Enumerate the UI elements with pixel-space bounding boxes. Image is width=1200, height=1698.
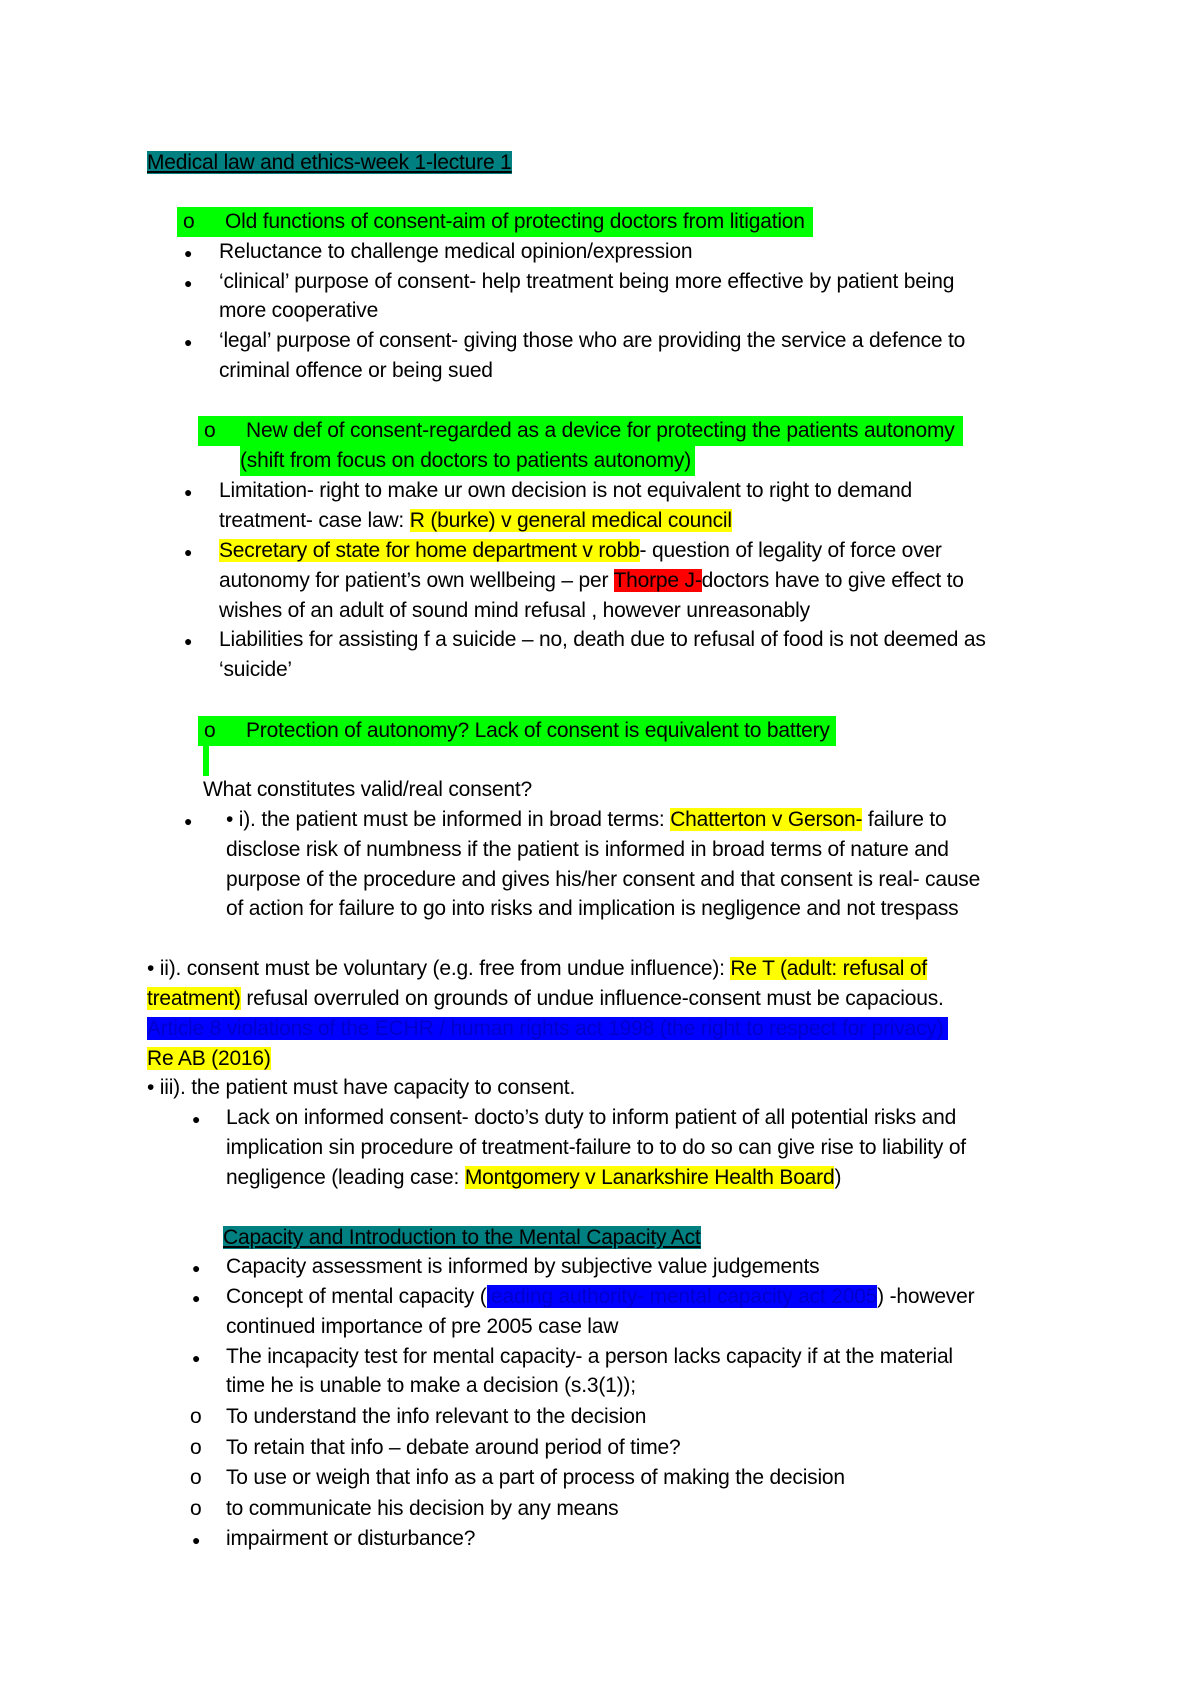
re-ab-line — [147, 1044, 271, 1074]
bullet-text-cont: implication sin procedure of treatment-failure to to do so can give rise to liability of — [226, 1136, 966, 1159]
bullet-text: Capacity assessment is informed by subjective value judgements — [226, 1255, 820, 1278]
section-text: New def of consent-regarded as a device for protecting the patients autonomy — [246, 419, 955, 442]
bullet-text-cont: criminal offence or being sued — [219, 359, 493, 382]
text-run: failure to — [862, 808, 947, 831]
sub-item: To retain that info – debate around period of time? — [226, 1436, 681, 1459]
bullet-text-cont: wishes of an adult of sound mind refusal , however unreasonably — [219, 599, 810, 622]
bullet-text: ‘legal’ purpose of consent- giving those who are providing the service a defence to — [219, 329, 966, 352]
bullet-icon: ● — [184, 245, 193, 261]
bullet-icon: ● — [192, 1350, 201, 1366]
bullet-text: Lack on informed consent- docto’s duty to inform patient of all potential risks and — [226, 1106, 957, 1129]
bullet-text: impairment or disturbance? — [226, 1527, 476, 1550]
case-highlight: Secretary of state for home department v robb — [219, 539, 640, 562]
case-highlight: treatment) — [147, 987, 241, 1010]
title-highlight: Medical law and ethics-week 1-lecture 1 — [147, 151, 512, 174]
case-highlight: Re T (adult: refusal of — [730, 957, 927, 980]
bullet-text: Limitation- right to make ur own decision is not equivalent to right to demand — [219, 479, 912, 502]
point-iii: • iii). the patient must have capacity to consent. — [147, 1076, 576, 1099]
section-text: Protection of autonomy? Lack of consent is equivalent to battery — [246, 719, 830, 742]
bullet-icon: ● — [192, 1532, 201, 1548]
sub-bullet-icon: o — [190, 1466, 202, 1489]
green-cursor-mark — [203, 746, 209, 776]
section-marker: o — [204, 419, 216, 442]
point-ii-cont — [147, 984, 944, 1014]
heading-highlight: Capacity and Introduction to the Mental Capacity Act — [223, 1226, 701, 1249]
section-old-functions — [177, 207, 813, 237]
text-run: • i). the patient must be informed in broad terms: — [226, 808, 671, 831]
text-run: - question of legality of force over — [639, 539, 942, 562]
bullet-text — [226, 1282, 974, 1312]
bullet-icon: ● — [184, 334, 193, 350]
sub-item: to communicate his decision by any means — [226, 1497, 619, 1520]
bullet-text-cont — [226, 1163, 841, 1193]
text-run: • ii). consent must be voluntary (e.g. free from undue influence): — [147, 957, 731, 980]
bullet-text-cont: of action for failure to go into risks and implication is negligence and not trespass — [226, 897, 959, 920]
article-8-line — [147, 1014, 948, 1044]
doc-title — [147, 148, 512, 178]
bullet-icon: ● — [184, 484, 193, 500]
sub-item: To understand the info relevant to the decision — [226, 1405, 647, 1428]
section-protection — [198, 716, 836, 746]
section-heading — [223, 1223, 701, 1253]
bullet-text: Reluctance to challenge medical opinion/expression — [219, 240, 693, 263]
bullet-text: Liabilities for assisting f a suicide – no, death due to refusal of food is not deemed as — [219, 628, 986, 651]
sub-bullet-icon: o — [190, 1497, 202, 1520]
text-run: negligence (leading case: — [226, 1166, 465, 1189]
bullet-text: The incapacity test for mental capacity- a person lacks capacity if at the material — [226, 1345, 953, 1368]
bullet-text-cont — [219, 566, 964, 596]
bullet-icon: ● — [184, 633, 193, 649]
section-new-def — [198, 416, 963, 446]
bullet-text-cont: disclose risk of numbness if the patient is informed in broad terms of nature and — [226, 838, 949, 861]
bullet-icon: ● — [184, 544, 193, 560]
sub-bullet-icon: o — [190, 1436, 202, 1459]
bullet-text-cont: ‘suicide’ — [219, 658, 292, 681]
case-highlight: Re AB (2016) — [147, 1047, 271, 1070]
bullet-icon: ● — [184, 275, 193, 291]
bullet-text-cont: purpose of the procedure and gives his/her consent and that consent is real- cause — [226, 868, 981, 891]
bullet-icon: ● — [192, 1111, 201, 1127]
blue-highlight: leading authority- mental capacity act 2005 — [486, 1285, 878, 1308]
blue-highlight: Article 8 violations of the ECHR / human rights act 1998 (the right to respect for privacy) — [147, 1017, 948, 1040]
text-run: doctors have to give effect to — [701, 569, 964, 592]
section-text: Old functions of consent-aim of protecting doctors from litigation — [225, 210, 805, 233]
text-run: refusal overruled on grounds of undue influence-consent must be capacious. — [240, 987, 944, 1010]
section-new-def-cont: (shift from focus on doctors to patients autonomy) — [240, 446, 695, 476]
sub-bullet-icon: o — [190, 1405, 202, 1428]
judge-highlight: Thorpe J- — [613, 569, 702, 592]
text-run: autonomy for patient’s own wellbeing – per — [219, 569, 614, 592]
case-highlight: R (burke) v general medical council — [409, 509, 732, 532]
case-highlight: Chatterton v Gerson- — [670, 808, 863, 831]
bullet-icon: ● — [184, 813, 193, 829]
bullet-text — [226, 805, 946, 835]
sub-item: To use or weigh that info as a part of process of making the decision — [226, 1466, 845, 1489]
section-marker: o — [204, 719, 216, 742]
text-run: Concept of mental capacity ( — [226, 1285, 487, 1308]
bullet-icon: ● — [192, 1290, 201, 1306]
text-run: ) -however — [877, 1285, 975, 1308]
bullet-text — [219, 536, 942, 566]
text-run: ) — [834, 1166, 842, 1189]
bullet-text: ‘clinical’ purpose of consent- help treatment being more effective by patient being — [219, 270, 955, 293]
text-run: treatment- case law: — [219, 509, 410, 532]
case-highlight: Montgomery v Lanarkshire Health Board — [464, 1166, 835, 1189]
question-line: What constitutes valid/real consent? — [203, 778, 532, 801]
bullet-text-cont: time he is unable to make a decision (s.3(1)); — [226, 1374, 636, 1397]
bullet-text-cont: more cooperative — [219, 299, 379, 322]
bullet-icon: ● — [192, 1260, 201, 1276]
bullet-text-cont: continued importance of pre 2005 case law — [226, 1315, 619, 1338]
section-marker: o — [183, 210, 195, 233]
point-ii — [147, 954, 927, 984]
bullet-text-cont — [219, 506, 732, 536]
